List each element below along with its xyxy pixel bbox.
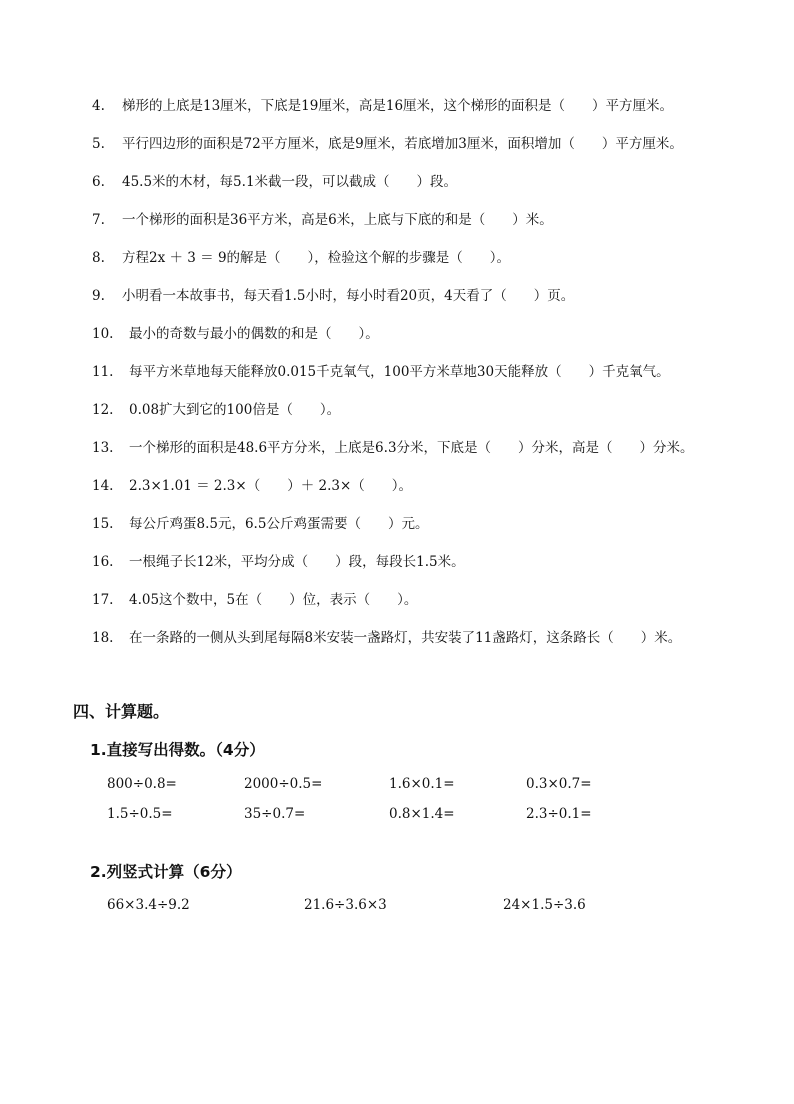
oral-calc-item: 0.3×0.7= xyxy=(526,776,592,792)
oral-calc-item: 0.8×1.4= xyxy=(389,806,455,822)
vertical-calc-item: 24×1.5÷3.6 xyxy=(503,897,586,913)
question-text: 一个梯形的面积是48.6平方分米，上底是6.3分米，下底是（ ）分米，高是（ ）分米。 xyxy=(129,440,694,456)
oral-calc-item: 2000÷0.5= xyxy=(244,776,323,792)
oral-calc-item: 800÷0.8= xyxy=(107,776,177,792)
section-title: 四、计算题。 xyxy=(73,702,170,721)
question-number: 7. xyxy=(92,212,105,228)
question-number: 10. xyxy=(92,326,114,342)
question-text: 4.05这个数中，5在（ ）位，表示（ ）。 xyxy=(129,592,418,608)
question-text: 0.08扩大到它的100倍是（ ）。 xyxy=(129,402,341,418)
question-number: 9. xyxy=(92,288,105,304)
question-text: 在一条路的一侧从头到尾每隔8米安装一盏路灯，共安装了11盏路灯，这条路长（ ）米。 xyxy=(129,630,682,646)
question-number: 12. xyxy=(92,402,114,418)
question-text: 梯形的上底是13厘米，下底是19厘米，高是16厘米，这个梯形的面积是（ ）平方厘米。 xyxy=(122,98,674,114)
question-number: 18. xyxy=(92,630,114,646)
question-number: 8. xyxy=(92,250,105,266)
vertical-calc-item: 66×3.4÷9.2 xyxy=(107,897,190,913)
question-text: 小明看一本故事书，每天看1.5小时，每小时看20页，4天看了（ ）页。 xyxy=(122,288,575,304)
question-number: 4. xyxy=(92,98,105,114)
question-text: 45.5米的木材，每5.1米截一段，可以截成（ ）段。 xyxy=(122,174,458,190)
oral-calc-item: 2.3÷0.1= xyxy=(526,806,592,822)
oral-calc-item: 1.6×0.1= xyxy=(389,776,455,792)
question-text: 2.3×1.01 ＝ 2.3×（ ）＋ 2.3×（ ）。 xyxy=(129,478,413,494)
question-text: 每公斤鸡蛋8.5元，6.5公斤鸡蛋需要（ ）元。 xyxy=(129,516,429,532)
vertical-calc-item: 21.6÷3.6×3 xyxy=(304,897,387,913)
question-text: 方程2x ＋ 3 ＝ 9的解是（ ），检验这个解的步骤是（ ）。 xyxy=(122,250,511,266)
question-number: 11. xyxy=(92,364,114,380)
question-number: 15. xyxy=(92,516,114,532)
question-text: 一根绳子长12米，平均分成（ ）段，每段长1.5米。 xyxy=(129,554,465,570)
question-number: 14. xyxy=(92,478,114,494)
question-text: 平行四边形的面积是72平方厘米，底是9厘米，若底增加3厘米，面积增加（ ）平方厘米。 xyxy=(122,136,683,152)
question-number: 17. xyxy=(92,592,114,608)
question-text: 最小的奇数与最小的偶数的和是（ ）。 xyxy=(129,326,379,342)
question-number: 13. xyxy=(92,440,114,456)
question-text: 一个梯形的面积是36平方米，高是6米，上底与下底的和是（ ）米。 xyxy=(122,212,553,228)
question-text: 每平方米草地每天能释放0.015千克氧气，100平方米草地30天能释放（ ）千克氧气。 xyxy=(129,364,670,380)
subsection-title: 2.列竖式计算（6分） xyxy=(90,863,242,881)
question-number: 5. xyxy=(92,136,105,152)
question-number: 16. xyxy=(92,554,114,570)
question-number: 6. xyxy=(92,174,105,190)
oral-calc-item: 35÷0.7= xyxy=(244,806,306,822)
oral-calc-item: 1.5÷0.5= xyxy=(107,806,173,822)
subsection-title: 1.直接写出得数。（4分） xyxy=(90,741,265,759)
